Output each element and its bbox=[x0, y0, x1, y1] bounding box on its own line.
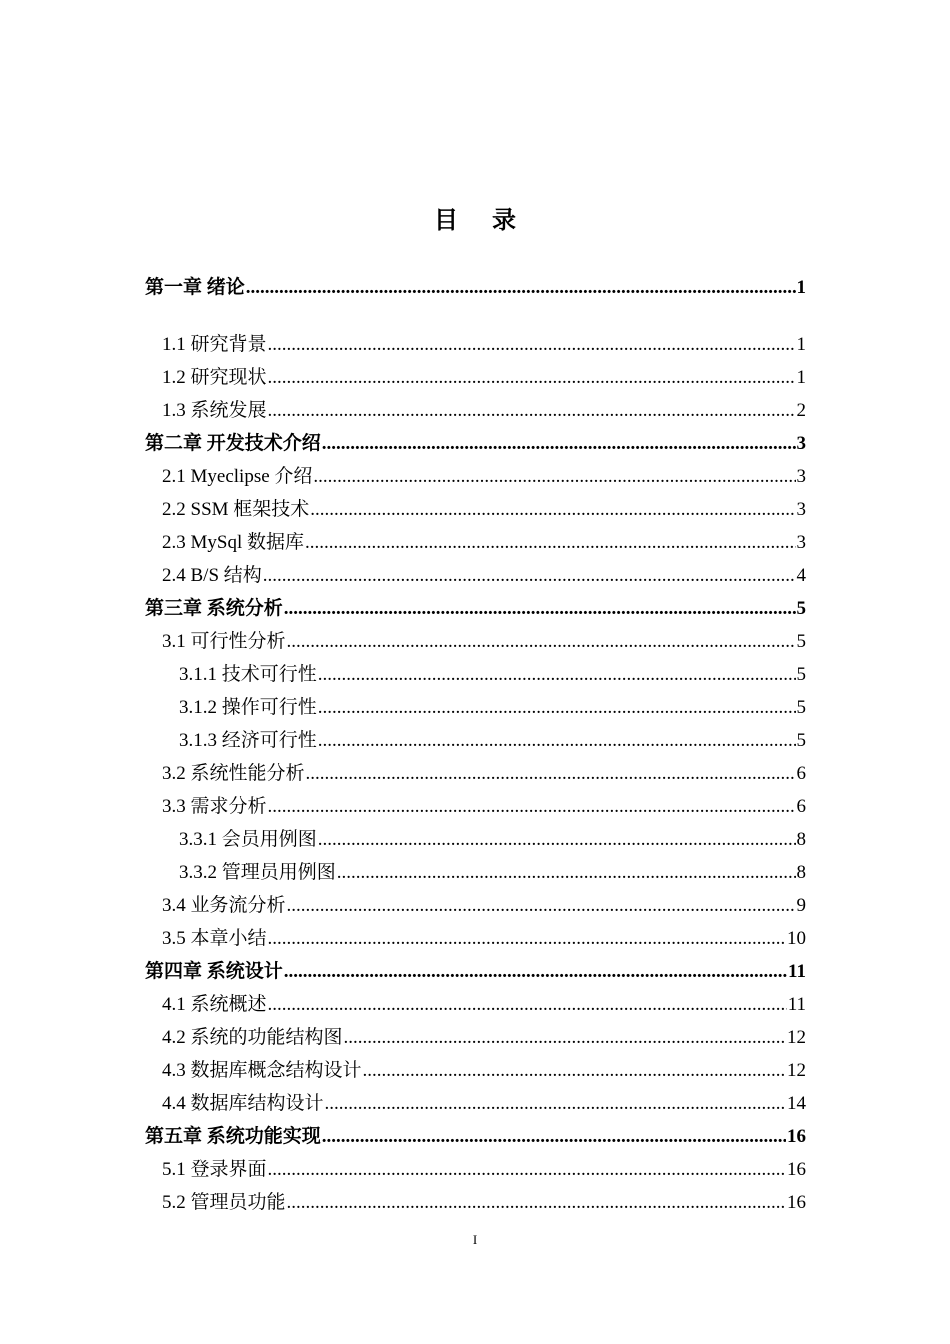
toc-entry-label: 2.2 SSM 框架技术 bbox=[162, 499, 310, 520]
dot-leader bbox=[287, 627, 796, 657]
toc-entry-label: 2.1 Myeclipse 介绍 bbox=[162, 466, 313, 487]
toc-entry-page: 2 bbox=[796, 400, 806, 421]
toc-entry-page: 8 bbox=[796, 829, 806, 850]
toc-entry-page: 3 bbox=[796, 532, 806, 553]
toc-entry-page: 10 bbox=[787, 928, 806, 949]
toc-entry-label: 3.1 可行性分析 bbox=[162, 631, 286, 652]
dot-leader bbox=[344, 1023, 786, 1053]
dot-leader bbox=[268, 363, 796, 393]
toc-entry-label: 第一章 绪论 bbox=[145, 277, 245, 298]
toc-section-2-2[interactable] bbox=[145, 495, 806, 525]
toc-entry-page: 8 bbox=[796, 862, 806, 883]
toc-entry-page: 1 bbox=[796, 334, 806, 355]
toc-section-4-1[interactable] bbox=[145, 990, 806, 1020]
toc-entry-label: 第三章 系统分析 bbox=[145, 598, 283, 619]
toc-entry-page: 5 bbox=[796, 664, 806, 685]
dot-leader bbox=[322, 1122, 786, 1152]
toc-entry-page: 11 bbox=[788, 961, 806, 982]
toc-chapter-4[interactable] bbox=[145, 957, 806, 987]
toc-entry-page: 5 bbox=[796, 697, 806, 718]
dot-leader bbox=[268, 330, 796, 360]
toc-section-3-1[interactable] bbox=[145, 627, 806, 657]
toc-chapter-5[interactable] bbox=[145, 1122, 806, 1152]
toc-entry-label: 3.1.3 经济可行性 bbox=[179, 730, 317, 751]
toc-entry-label: 1.1 研究背景 bbox=[162, 334, 267, 355]
dot-leader bbox=[306, 759, 796, 789]
toc-entry-label: 3.2 系统性能分析 bbox=[162, 763, 305, 784]
toc-entry-label: 2.3 MySql 数据库 bbox=[162, 532, 304, 553]
dot-leader bbox=[268, 1155, 786, 1185]
toc-section-3-2[interactable] bbox=[145, 759, 806, 789]
toc-entry-label: 第二章 开发技术介绍 bbox=[145, 433, 321, 454]
toc-subsection-3-1-2[interactable] bbox=[145, 693, 806, 723]
toc-entry-page: 5 bbox=[796, 730, 806, 751]
toc-subsection-3-3-2[interactable] bbox=[145, 858, 806, 888]
dot-leader bbox=[337, 858, 796, 888]
toc-section-2-4[interactable] bbox=[145, 561, 806, 591]
toc-entry-label: 4.2 系统的功能结构图 bbox=[162, 1027, 343, 1048]
dot-leader bbox=[263, 561, 796, 591]
toc-entry-label: 第四章 系统设计 bbox=[145, 961, 283, 982]
toc-entry-label: 3.3 需求分析 bbox=[162, 796, 267, 817]
toc-entry-page: 6 bbox=[796, 763, 806, 784]
toc-section-4-3[interactable] bbox=[145, 1056, 806, 1086]
dot-leader bbox=[318, 693, 796, 723]
dot-leader bbox=[305, 528, 796, 558]
dot-leader bbox=[268, 924, 786, 954]
toc-entry-page: 1 bbox=[796, 277, 806, 298]
toc-section-4-4[interactable] bbox=[145, 1089, 806, 1119]
toc-entry-label: 3.5 本章小结 bbox=[162, 928, 267, 949]
toc-entry-page: 4 bbox=[796, 565, 806, 586]
dot-leader bbox=[310, 495, 795, 525]
toc-entry-label: 2.4 B/S 结构 bbox=[162, 565, 262, 586]
toc-entry-label: 5.1 登录界面 bbox=[162, 1159, 267, 1180]
toc-section-3-3[interactable] bbox=[145, 792, 806, 822]
toc-section-4-2[interactable] bbox=[145, 1023, 806, 1053]
toc-subsection-3-1-3[interactable] bbox=[145, 726, 806, 756]
toc-entry-label: 4.3 数据库概念结构设计 bbox=[162, 1060, 362, 1081]
dot-leader bbox=[313, 462, 795, 492]
dot-leader bbox=[318, 726, 796, 756]
page-number: I bbox=[472, 1232, 478, 1247]
toc-section-3-4[interactable] bbox=[145, 891, 806, 921]
toc-subsection-3-1-1[interactable] bbox=[145, 660, 806, 690]
toc-entry-page: 5 bbox=[796, 631, 806, 652]
dot-leader bbox=[268, 396, 796, 426]
toc-section-1-1[interactable] bbox=[145, 330, 806, 360]
toc-subsection-3-3-1[interactable] bbox=[145, 825, 806, 855]
toc-entry-page: 12 bbox=[787, 1060, 806, 1081]
toc-entry-label: 1.2 研究现状 bbox=[162, 367, 267, 388]
dot-leader bbox=[284, 594, 796, 624]
toc-entry-page: 9 bbox=[796, 895, 806, 916]
toc-section-5-2[interactable] bbox=[145, 1188, 806, 1218]
toc-entry-page: 16 bbox=[787, 1192, 806, 1213]
toc-title: 目 录 bbox=[434, 208, 530, 234]
toc-entry-label: 3.4 业务流分析 bbox=[162, 895, 286, 916]
toc-entry-label: 3.1.1 技术可行性 bbox=[179, 664, 317, 685]
toc-entry-page: 16 bbox=[787, 1126, 806, 1147]
dot-leader bbox=[246, 273, 796, 303]
toc-entry-page: 1 bbox=[796, 367, 806, 388]
toc-entry-label: 1.3 系统发展 bbox=[162, 400, 267, 421]
dot-leader bbox=[268, 990, 787, 1020]
toc-entry-page: 3 bbox=[796, 433, 806, 454]
toc-section-2-3[interactable] bbox=[145, 528, 806, 558]
dot-leader bbox=[287, 1188, 786, 1218]
dot-leader bbox=[318, 660, 796, 690]
dot-leader bbox=[318, 825, 796, 855]
dot-leader bbox=[322, 429, 796, 459]
toc-entry-page: 16 bbox=[787, 1159, 806, 1180]
toc-section-1-3[interactable] bbox=[145, 396, 806, 426]
toc-entry-label: 4.4 数据库结构设计 bbox=[162, 1093, 324, 1114]
dot-leader bbox=[325, 1089, 786, 1119]
toc-entry-label: 3.3.2 管理员用例图 bbox=[179, 862, 336, 883]
toc-entry-page: 11 bbox=[787, 994, 806, 1015]
toc-chapter-3[interactable] bbox=[145, 594, 806, 624]
toc-entry-page: 3 bbox=[796, 499, 806, 520]
toc-entry-page: 6 bbox=[796, 796, 806, 817]
toc-section-5-1[interactable] bbox=[145, 1155, 806, 1185]
toc-section-2-1[interactable] bbox=[145, 462, 806, 492]
toc-section-3-5[interactable] bbox=[145, 924, 806, 954]
toc-chapter-2[interactable] bbox=[145, 429, 806, 459]
toc-chapter-1[interactable] bbox=[145, 273, 806, 303]
toc-entry-page: 5 bbox=[796, 598, 806, 619]
dot-leader bbox=[363, 1056, 786, 1086]
toc-section-1-2[interactable] bbox=[145, 363, 806, 393]
toc-entry-page: 12 bbox=[787, 1027, 806, 1048]
toc-entry-label: 4.1 系统概述 bbox=[162, 994, 267, 1015]
toc-entry-label: 第五章 系统功能实现 bbox=[145, 1126, 321, 1147]
dot-leader bbox=[284, 957, 787, 987]
toc-entry-page: 14 bbox=[787, 1093, 806, 1114]
dot-leader bbox=[287, 891, 796, 921]
toc-entry-label: 5.2 管理员功能 bbox=[162, 1192, 286, 1213]
dot-leader bbox=[268, 792, 796, 822]
toc-entry-page: 3 bbox=[796, 466, 806, 487]
toc-entry-label: 3.1.2 操作可行性 bbox=[179, 697, 317, 718]
table-of-contents bbox=[145, 0, 806, 1344]
toc-entry-label: 3.3.1 会员用例图 bbox=[179, 829, 317, 850]
